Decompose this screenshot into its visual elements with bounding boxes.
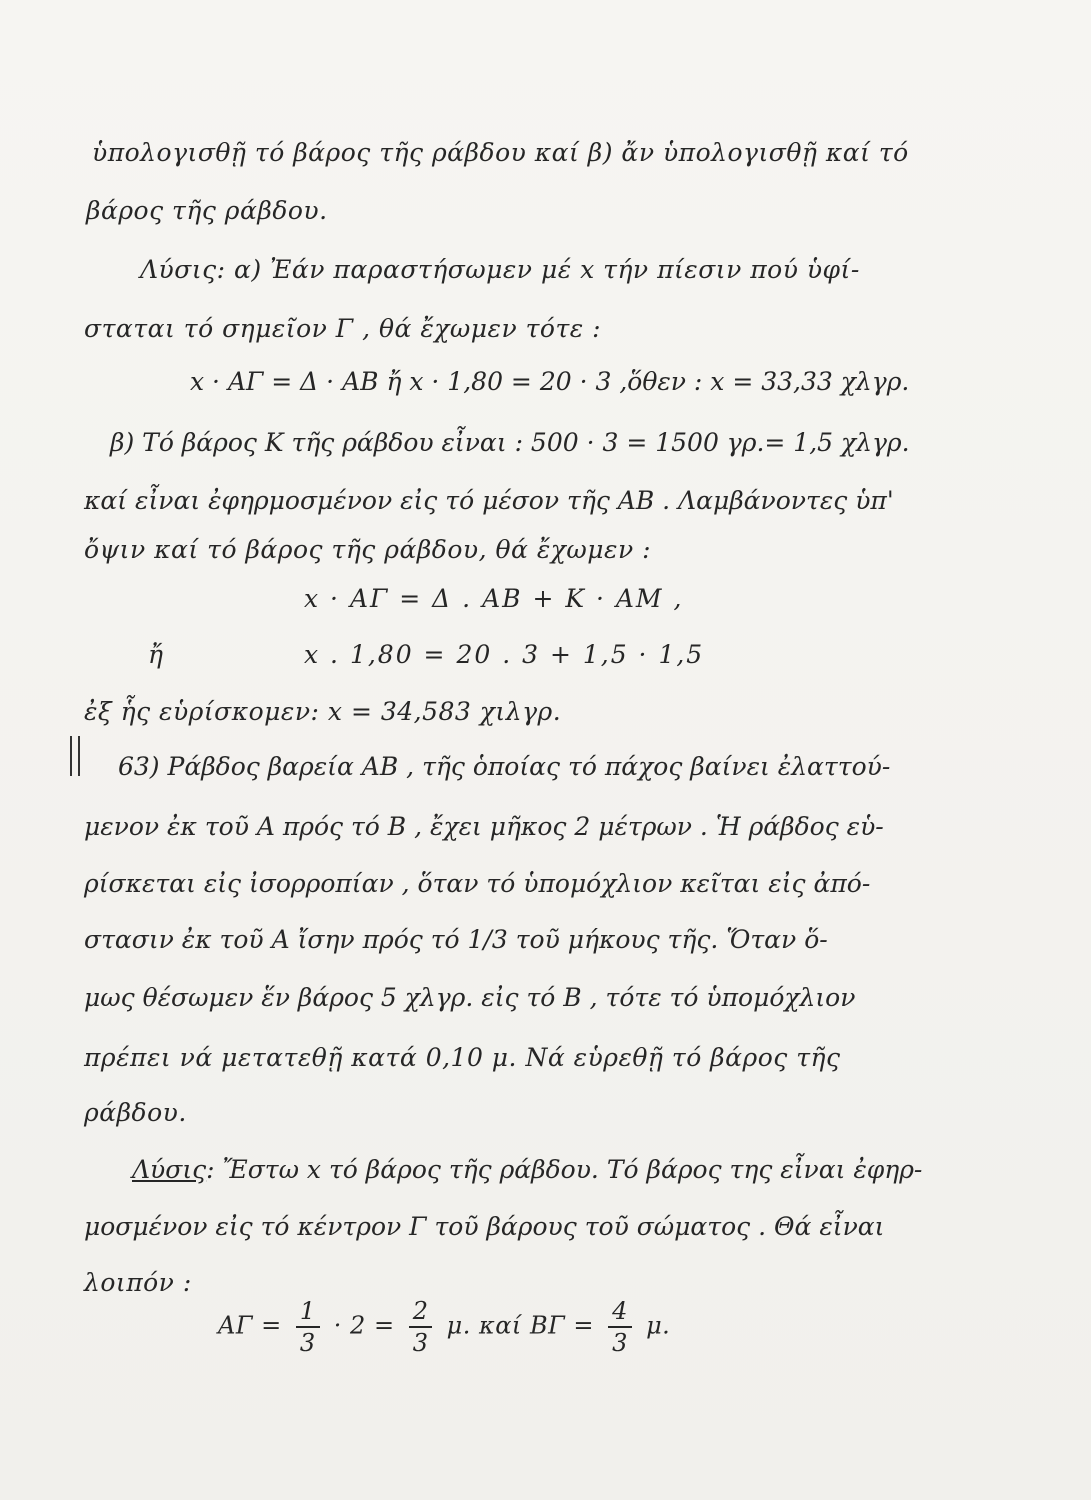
text-line-3-rest: : α) Ἐάν παραστήσωμεν μέ x τήν πίεσιν πού ὑφί- — [216, 255, 860, 284]
final-equation — [218, 1296, 670, 1358]
eq-m1: μ. καί ΒΓ = — [446, 1311, 594, 1340]
problem-63-line-6: πρέπει νά μετατεθῇ κατά 0,10 μ. Νά εὑρεθῇ τό βάρος τῆς — [84, 1043, 841, 1072]
problem-63-line-4: στασιν ἐκ τοῦ Α ἴσην πρός τό 1/3 τοῦ μήκους τῆς. Ὅταν ὅ- — [84, 925, 828, 954]
text-line-2: βάρος τῆς ράβδου. — [86, 196, 328, 225]
problem-63-line-2: μενον ἐκ τοῦ Α πρός τό Β , ἔχει μῆκος 2 μέτρων . Ἡ ράβδος εὑ- — [84, 812, 884, 841]
fraction-two-thirds: $\frac{2}{3}$ — [409, 1296, 433, 1358]
problem-63-line-5: μως θέσωμεν ἕν βάρος 5 χλγρ. εἰς τό Β , τότε τό ὑπομόχλιον — [84, 983, 856, 1012]
fraction-one-third: $\frac{1}{3}$ — [296, 1296, 320, 1358]
fraction-four-thirds: $\frac{4}{3}$ — [608, 1296, 632, 1358]
text-line-1: ὑπολογισθῇ τό βάρος τῆς ράβδου καί β) ἄν ὑπολογισθῇ καί τό — [92, 138, 909, 167]
text-line-8: ὄψιν καί τό βάρος τῆς ράβδου, θά ἔχωμεν : — [84, 535, 652, 564]
equation-line-5: x · ΑΓ = Δ · ΑΒ ἤ x · 1,80 = 20 · 3 ,ὅθεν : x = 33,33 χλγρ. — [190, 367, 910, 396]
solution-63-line-1-rest: : Ἔστω x τό βάρος τῆς ράβδου. Τό βάρος της εἶναι ἐφηρ- — [206, 1155, 923, 1184]
problem-63-line-1: 63) Ράβδος βαρεία ΑΒ , τῆς ὁποίας τό πάχος βαίνει ἐλαττού- — [118, 752, 891, 781]
text-line-4: σταται τό σημεῖον Γ , θά ἔχωμεν τότε : — [84, 314, 602, 343]
text-line-6: β) Τό βάρος Κ τῆς ράβδου εἶναι : 500 · 3 = 1500 γρ.= 1,5 χλγρ. — [110, 428, 910, 457]
equation-line-9: x · ΑΓ = Δ . ΑΒ + Κ · ΑΜ , — [304, 584, 684, 613]
problem-63-line-7: ράβδου. — [84, 1098, 187, 1127]
solution-label: Λύσις — [140, 255, 217, 284]
eq-m2: μ. — [646, 1311, 671, 1340]
solution-63-line-2: μοσμένον εἰς τό κέντρον Γ τοῦ βάρους τοῦ σώματος . Θά εἶναι — [84, 1212, 885, 1241]
text-line-3 — [140, 255, 860, 284]
text-line-11: ἐξ ἧς εὑρίσκομεν: x = 34,583 χιλγρ. — [84, 697, 562, 726]
solution-63-line-1 — [132, 1155, 922, 1184]
eq-ag: ΑΓ = — [218, 1311, 282, 1340]
problem-63-line-3: ρίσκεται εἰς ἰσορροπίαν , ὅταν τό ὑπομόχλιον κεῖται εἰς ἀπό- — [84, 869, 871, 898]
equation-line-10-or: ἤ — [148, 640, 164, 669]
eq-mid: · 2 = — [333, 1311, 395, 1340]
margin-mark — [70, 736, 80, 776]
text-line-7: καί εἶναι ἐφηρμοσμένον εἰς τό μέσον τῆς ΑΒ . Λαμβάνοντες ὑπ' — [84, 486, 894, 515]
equation-line-10: x . 1,80 = 20 . 3 + 1,5 · 1,5 — [304, 640, 705, 669]
solution-63-label: Λύσις — [132, 1155, 207, 1184]
solution-63-line-3: λοιπόν : — [84, 1268, 192, 1297]
